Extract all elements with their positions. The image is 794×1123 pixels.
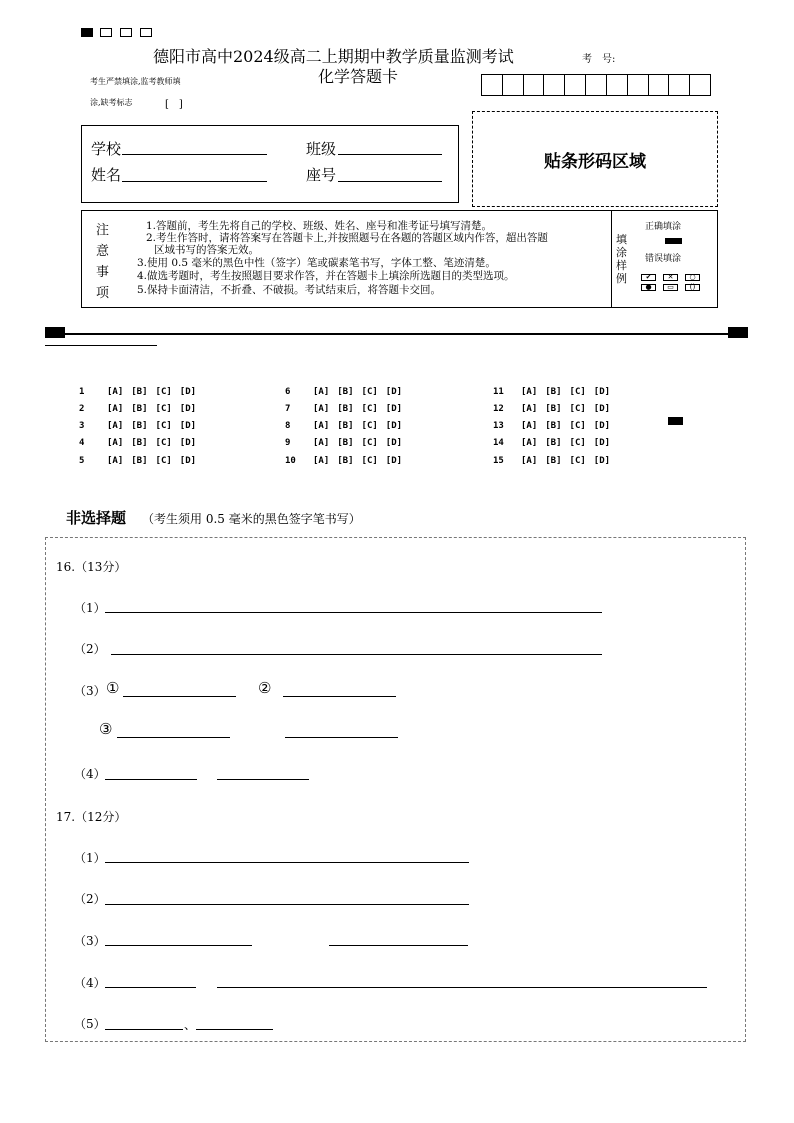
mc-option-bubble[interactable]: [A] (521, 387, 538, 397)
mc-option-bubble[interactable]: [D] (593, 456, 611, 466)
mc-option-bubble[interactable]: [C] (155, 456, 172, 466)
mc-option-bubble[interactable]: [A] (313, 438, 330, 448)
notice-line: 2.考生作答时，请将答案写在答题卡上,并按照题号在各题的答题区域内作答，超出答题 (146, 232, 548, 244)
nonchoice-subtitle: （考生须用 0.5 毫米的黑色签字笔书写） (142, 512, 361, 526)
mc-question-number: 5 (79, 456, 85, 466)
exam-number-grid[interactable] (481, 74, 711, 96)
q17-part5-answer-a[interactable] (105, 1029, 183, 1030)
wrong-mark-dot: ● (641, 284, 656, 291)
mc-question-row (493, 387, 618, 397)
mc-option-bubble[interactable]: [D] (593, 387, 611, 397)
answer-area (45, 537, 746, 1042)
mc-option-bubble[interactable]: [D] (179, 404, 197, 414)
mc-question-number: 10 (285, 456, 296, 466)
barcode-label: 贴条形码区域 (544, 151, 646, 172)
mc-question-number: 1 (79, 387, 85, 397)
mc-option-bubble[interactable]: [B] (545, 438, 562, 448)
school-label: 学校 (91, 140, 122, 158)
seat-label: 座号 (306, 166, 337, 184)
q17-part1-label: （1） (74, 851, 106, 865)
q17-part1-answer[interactable] (105, 862, 469, 863)
q16-item1-answer[interactable] (123, 696, 236, 697)
example-char: 例 (616, 272, 627, 285)
name-field[interactable] (122, 181, 267, 182)
mc-question-row (285, 404, 410, 414)
q16-item2-mark: ② (258, 679, 272, 697)
mc-option-bubble[interactable]: [C] (569, 438, 586, 448)
alignment-mark (668, 417, 683, 425)
mc-option-bubble[interactable]: [B] (337, 456, 354, 466)
mc-option-bubble[interactable]: [A] (107, 456, 124, 466)
mc-question-number: 14 (493, 438, 504, 448)
q17-part4-answer-a[interactable] (105, 987, 196, 988)
mc-question-row (285, 387, 410, 397)
mc-option-bubble[interactable]: [A] (107, 421, 124, 431)
mc-question-row (493, 421, 618, 431)
school-field[interactable] (122, 154, 267, 155)
mc-option-bubble[interactable]: [C] (361, 438, 378, 448)
mc-option-bubble[interactable]: [B] (545, 421, 562, 431)
mc-option-bubble[interactable]: [D] (385, 421, 403, 431)
mc-question-number: 13 (493, 421, 504, 431)
q17-header: 17.（12分） (56, 810, 127, 824)
mc-option-bubble[interactable]: [B] (131, 438, 148, 448)
mc-option-bubble[interactable]: [C] (155, 387, 172, 397)
notice-divider (611, 211, 612, 307)
mc-question-number: 7 (285, 404, 291, 414)
q16-part1-answer[interactable] (105, 612, 602, 613)
mc-option-bubble[interactable]: [C] (361, 456, 378, 466)
class-field[interactable] (338, 154, 442, 155)
mc-option-bubble[interactable]: [A] (107, 387, 124, 397)
q16-item4-answer[interactable] (285, 737, 398, 738)
mc-option-bubble[interactable]: [D] (593, 438, 611, 448)
mc-question-row (285, 456, 410, 466)
notice-char: 项 (96, 286, 110, 301)
q17-part2-label: （2） (74, 892, 106, 906)
mc-option-bubble[interactable]: [D] (179, 456, 197, 466)
mc-question-number: 3 (79, 421, 85, 431)
q17-part4-answer-b[interactable] (217, 987, 707, 988)
mc-option-bubble[interactable]: [A] (521, 438, 538, 448)
notice-line: 区域书写的答案无效。 (154, 244, 259, 256)
mc-option-bubble[interactable]: [A] (521, 456, 538, 466)
page-mark-box (100, 28, 112, 37)
notice-box (81, 210, 718, 308)
q17-part5-separator: 、 (184, 1018, 197, 1032)
short-rule (45, 345, 157, 346)
mc-question-number: 15 (493, 456, 504, 466)
mc-option-bubble[interactable]: [A] (521, 421, 538, 431)
mc-option-bubble[interactable]: [D] (385, 438, 403, 448)
mc-option-bubble[interactable]: [A] (313, 387, 330, 397)
q16-part1-label: （1） (74, 601, 106, 615)
corner-mark (81, 28, 93, 37)
mc-option-bubble[interactable]: [C] (155, 404, 172, 414)
notice-char: 注 (96, 223, 110, 238)
mc-option-bubble[interactable]: [B] (337, 438, 354, 448)
q16-part3-label: （3） (74, 684, 106, 698)
mc-option-bubble[interactable]: [B] (337, 387, 354, 397)
card-subtitle: 化学答题卡 (318, 67, 399, 86)
q17-part3-answer-b[interactable] (329, 945, 468, 946)
mc-option-bubble[interactable]: [C] (569, 456, 586, 466)
mc-question-number: 8 (285, 421, 291, 431)
q16-part4-answer-b[interactable] (217, 779, 309, 780)
mc-option-bubble[interactable]: [B] (337, 404, 354, 414)
mc-question-number: 6 (285, 387, 291, 397)
mc-option-bubble[interactable]: [D] (179, 438, 197, 448)
barcode-area (472, 111, 718, 207)
wrong-mark-check: ✔ (641, 274, 656, 281)
q16-part4-label: （4） (74, 767, 106, 781)
seat-field[interactable] (338, 181, 442, 182)
q17-part2-answer[interactable] (105, 904, 469, 905)
mc-question-number: 4 (79, 438, 85, 448)
exam-title: 德阳市高中2024级高二上期期中教学质量监测考试 (153, 47, 514, 66)
mc-option-bubble[interactable]: [C] (361, 387, 378, 397)
mc-question-number: 9 (285, 438, 291, 448)
example-char: 填 (616, 233, 627, 246)
class-label: 班级 (306, 140, 337, 158)
mc-option-bubble[interactable]: [B] (131, 456, 148, 466)
mc-option-bubble[interactable]: [B] (545, 404, 562, 414)
mc-option-bubble[interactable]: [C] (569, 421, 586, 431)
page-mark-box (120, 28, 132, 37)
correct-fill-sample (665, 238, 682, 244)
mc-option-bubble[interactable]: [C] (155, 421, 172, 431)
mc-option-bubble[interactable]: [D] (385, 404, 403, 414)
notice-line: 1.答题前，考生先将自己的学校、班级、姓名、座号和准考证号填写清楚。 (146, 220, 493, 232)
q17-part3-answer-a[interactable] (105, 945, 252, 946)
mc-option-bubble[interactable]: [C] (155, 438, 172, 448)
mc-option-bubble[interactable]: [A] (313, 456, 330, 466)
mc-option-bubble[interactable]: [B] (131, 387, 148, 397)
q16-item3-mark: ③ (99, 720, 113, 738)
wrong-mark-cross: ✕ (663, 274, 678, 281)
q17-part3-label: （3） (74, 934, 106, 948)
q16-item1-mark: ① (106, 679, 120, 697)
q16-part2-answer[interactable] (111, 654, 602, 655)
mc-option-bubble[interactable]: [B] (545, 387, 562, 397)
mc-option-bubble[interactable]: [A] (521, 404, 538, 414)
mc-option-bubble[interactable]: [B] (131, 421, 148, 431)
mc-question-number: 2 (79, 404, 85, 414)
example-char: 涂 (616, 246, 627, 259)
mc-option-bubble[interactable]: [B] (545, 456, 562, 466)
mc-question-row (79, 438, 204, 448)
mc-option-bubble[interactable]: [C] (361, 404, 378, 414)
mc-option-bubble[interactable]: [C] (569, 404, 586, 414)
mc-question-number: 12 (493, 404, 504, 414)
nonchoice-title: 非选择题 (66, 509, 127, 527)
mc-question-number: 11 (493, 387, 504, 397)
q16-part4-answer-a[interactable] (105, 779, 197, 780)
correct-fill-label: 正确填涂 (645, 222, 682, 232)
mc-option-bubble[interactable]: [B] (131, 404, 148, 414)
mc-option-bubble[interactable]: [D] (179, 421, 197, 431)
mc-question-row (493, 404, 618, 414)
notice-line: 5.保持卡面清洁，不折叠、不破损。考试结束后，将答题卡交回。 (137, 284, 442, 296)
absent-mark-box[interactable]: [ ] (165, 99, 183, 110)
student-info-box (81, 125, 459, 203)
mc-question-row (285, 438, 410, 448)
wrong-mark-paren: () (685, 284, 700, 291)
mc-option-bubble[interactable]: [D] (593, 404, 611, 414)
wrong-mark-rect: ▭ (663, 284, 678, 291)
q16-item2-answer[interactable] (283, 696, 396, 697)
mc-question-row (79, 404, 204, 414)
absent-note: 考生严禁填涂,监考教师填 (90, 77, 181, 86)
notice-char: 意 (96, 244, 110, 259)
mc-option-bubble[interactable]: [C] (569, 387, 586, 397)
section-divider (65, 333, 728, 335)
mc-question-row (285, 421, 410, 431)
mc-option-bubble[interactable]: [A] (107, 438, 124, 448)
mc-option-bubble[interactable]: [C] (361, 421, 378, 431)
mc-option-bubble[interactable]: [A] (107, 404, 124, 414)
name-label: 姓名 (91, 166, 122, 184)
q16-part2-label: （2） (74, 642, 106, 656)
mc-option-bubble[interactable]: [D] (179, 387, 197, 397)
mc-question-row (79, 421, 204, 431)
example-char: 样 (616, 259, 627, 272)
alignment-mark (45, 327, 65, 338)
notice-line: 4.做选考题时，考生按照题目要求作答，并在答题卡上填涂所选题目的类型选项。 (137, 270, 515, 282)
q16-header: 16.（13分） (56, 560, 127, 574)
mc-question-row (79, 387, 204, 397)
mc-option-bubble[interactable]: [D] (385, 387, 403, 397)
wrong-mark-circle: ○ (685, 274, 700, 281)
mc-question-row (79, 456, 204, 466)
absent-note-2: 涂,缺考标志 (90, 98, 133, 107)
q17-part5-answer-b[interactable] (196, 1029, 273, 1030)
mc-option-bubble[interactable]: [B] (337, 421, 354, 431)
mc-option-bubble[interactable]: [A] (313, 404, 330, 414)
notice-char: 事 (96, 265, 110, 280)
exam-no-label: 考 号: (582, 54, 616, 65)
mc-question-row (493, 456, 618, 466)
mc-option-bubble[interactable]: [A] (313, 421, 330, 431)
page-mark-box (140, 28, 152, 37)
notice-line: 3.使用 0.5 毫米的黑色中性（签字）笔或碳素笔书写，字体工整、笔迹清楚。 (137, 257, 496, 269)
mc-question-row (493, 438, 618, 448)
mc-option-bubble[interactable]: [D] (593, 421, 611, 431)
q17-part4-label: （4） (74, 976, 106, 990)
q16-item3-answer[interactable] (117, 737, 230, 738)
q17-part5-label: （5） (74, 1017, 106, 1031)
wrong-fill-label: 错误填涂 (645, 254, 682, 264)
mc-option-bubble[interactable]: [D] (385, 456, 403, 466)
alignment-mark (728, 327, 748, 338)
